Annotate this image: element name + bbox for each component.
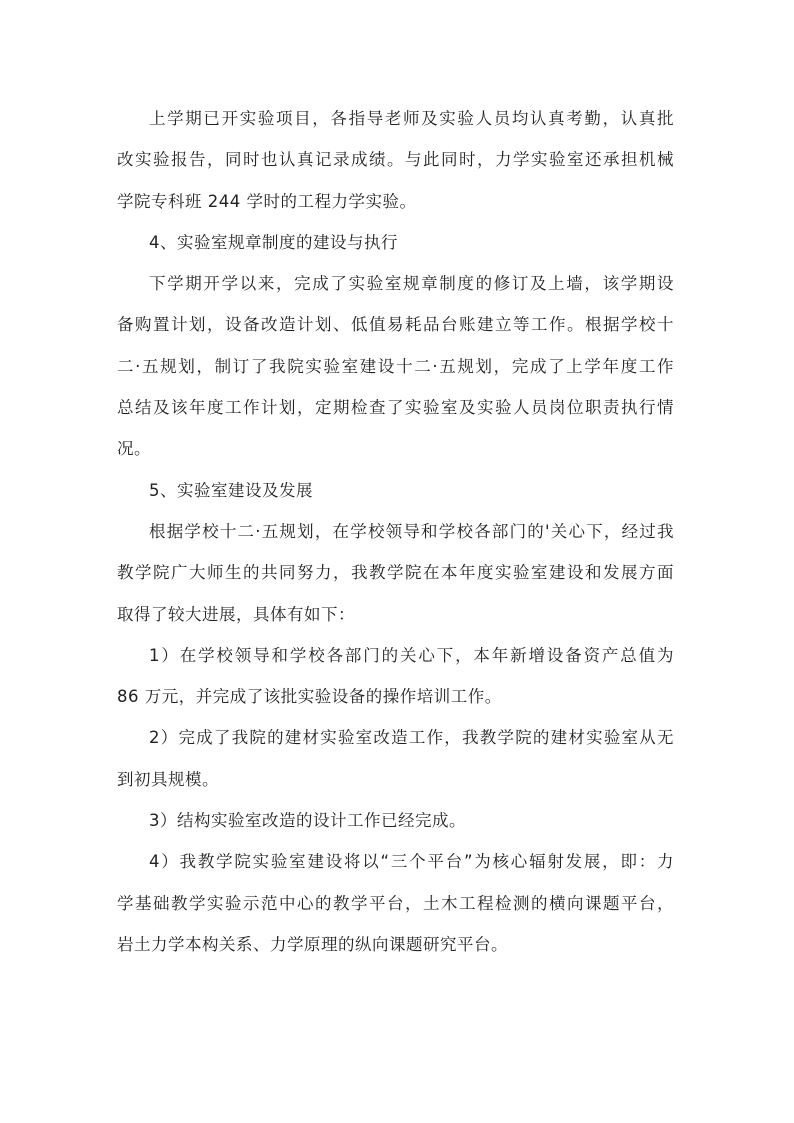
paragraph-development — [117, 511, 674, 635]
text-line: 1）在学校领导和学校各部门的关心下，本年新增设备资产总值为 — [149, 645, 674, 665]
text-line: 5、实验室建设及发展 — [149, 480, 313, 500]
text-line: 取得了较大进展，具体有如下： — [117, 604, 355, 624]
text-line: 下学期开学以来，完成了实验室规章制度的修订及上墙，该学期设 — [149, 274, 674, 294]
text-line: 4）我教学院实验室建设将以“三个平台”为核心辐射发展，即：力 — [149, 852, 674, 872]
document-body — [117, 98, 674, 965]
text-line: 二·五规划，制订了我院实验室建设十二·五规划，完成了上学年度工作 — [117, 356, 674, 376]
text-line: 总结及该年度工作计划，定期检查了实验室及实验人员岗位职责执行情 — [117, 398, 674, 418]
text-line: 学基础教学实验示范中心的教学平台，土木工程检测的横向课题平台， — [117, 893, 674, 913]
text-line: 2）完成了我院的建材实验室改造工作，我教学院的建材实验室从无 — [149, 728, 674, 748]
text-line: 学院专科班 244 学时的工程力学实验。 — [117, 191, 417, 211]
text-line: 改实验报告，同时也认真记录成绩。与此同时，力学实验室还承担机械 — [117, 150, 674, 170]
list-item-3 — [117, 800, 674, 841]
paragraph-lab-projects — [117, 98, 674, 222]
text-line: 岩土力学本构关系、力学原理的纵向课题研究平台。 — [117, 934, 508, 954]
text-line: 上学期已开实验项目，各指导老师及实验人员均认真考勤，认真批 — [149, 109, 674, 128]
text-line: 备购置计划，设备改造计划、低值易耗品台账建立等工作。根据学校十 — [117, 315, 674, 335]
text-line: 根据学校十二·五规划，在学校领导和学校各部门的'关心下，经过我 — [149, 521, 674, 541]
text-line: 3）结构实验室改造的设计工作已经完成。 — [149, 811, 466, 831]
text-line: 况。 — [117, 439, 151, 459]
text-line: 86 万元，并完成了该批实验设备的操作培训工作。 — [117, 687, 502, 707]
text-line: 教学院广大师生的共同努力，我教学院在本年度实验室建设和发展方面 — [117, 563, 674, 583]
section-heading-5 — [117, 470, 674, 511]
text-line: 到初具规模。 — [117, 769, 219, 789]
section-heading-4 — [117, 222, 674, 263]
list-item-4 — [117, 841, 674, 965]
paragraph-regulations — [117, 263, 674, 469]
list-item-2 — [117, 717, 674, 800]
list-item-1 — [117, 635, 674, 718]
text-line: 4、实验室规章制度的建设与执行 — [149, 232, 398, 252]
